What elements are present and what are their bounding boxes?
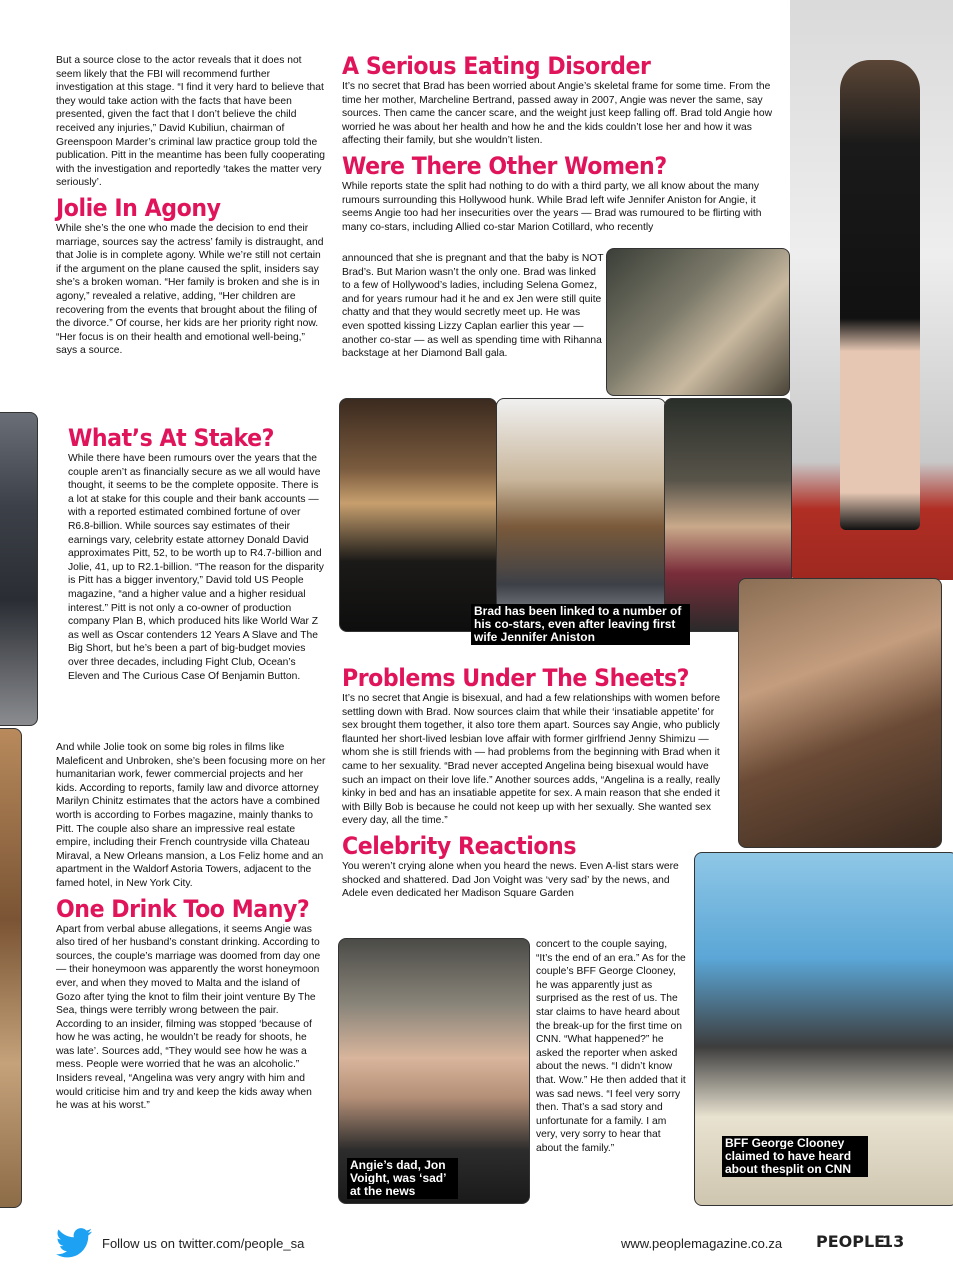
stake-paragraph: While there have been rumours over the years that the couple aren’t as financially secure as we all would have thought, it seems to be the complete opposite. There is a lot at stake for this couple and their bank accounts — with a reported estimated combined fortune of over R6.8-billion. While sources say estimates of their earnings vary, celebrity estate attorney Donald David approximates Pitt, 52, to be worth up to R4.7-billion and Jolie, 41, up to R2.1-billion. “The reason for the disparity is Pitt has a bigger inventory,” David told US People magazine, “and a higher value and a higher residual interest.” Pitt is not only a co-owner of production company Plan B, which produced hits like World War Z as well as Oscar contenders 12 Years A Slave and The Big Short, but he’s been a part of big-budget movies over three decades, including Fight Club, Ocean’s Eleven and The Curious Case Of Benjamin Button.: [68, 453, 324, 682]
column-middle-sheets: [342, 664, 730, 901]
column-middle-women: [342, 252, 604, 361]
heading-jolie-agony: Jolie In Agony: [56, 193, 221, 222]
caption-costars-text: Brad has been linked to a number of his co-stars, even after leaving first wife Jennifer Aniston: [474, 604, 682, 644]
heading-eating-disorder: A Serious Eating Disorder: [342, 52, 651, 80]
footer-page-number: 13: [882, 1232, 905, 1251]
caption-voight-text: Angie’s dad, Jon Voight, was ‘sad’ at the news: [350, 1158, 447, 1198]
column-left-lower: [56, 741, 326, 1113]
heading-other-women: Were There Other Women?: [342, 151, 667, 180]
photo-brad-jennifer: [339, 398, 497, 632]
footer-twitter-link[interactable]: Follow us on twitter.com/people_sa: [102, 1236, 305, 1251]
drink-paragraph: Apart from verbal abuse allegations, it seems Angie was also tired of her husband’s constant drinking. According to sources, the couple’s marriage was doomed from day one — their honeymoon was apparently the worst honeymoon ever, and when they moved to Malta and the island of Gozo after tying the knot to film their joint venture By The Sea, things were terribly wrong between the pair. According to an insider, filming was stopped ‘because of how he was acting, he wouldn’t be ready for shoots, he was late’. Sources add, “They would see how he was a mess. People were worried that he was an alcoholic.” Insiders reveal, “Angelina was very angry with him and would criticise him and try and keep the kids away when he was at his worst.”: [56, 923, 321, 1112]
caption-voight: [347, 1158, 458, 1199]
heading-whats-at-stake: What’s At Stake?: [68, 424, 274, 452]
column-left: [56, 54, 326, 358]
caption-clooney-text: BFF George Clooney claimed to have heard about thesplit on CNN: [725, 1136, 852, 1176]
footer-website[interactable]: www.peoplemagazine.co.za: [621, 1236, 783, 1251]
caption-clooney: [722, 1136, 868, 1177]
twitter-bird-icon[interactable]: [56, 1228, 92, 1258]
left-photo-family: [0, 728, 22, 1208]
photo-brad-kissing: [496, 398, 666, 632]
sheets-paragraph: It’s no secret that Angie is bisexual, and had a few relationships with women before settling down with Brad. Now sources claim that while their ‘insatiable appetite’ for sex brought them together, it also tore them apart. Sources say Angie, who publicly flaunted her short-lived lesbian love affair with former girlfriend Jenny Shimizu — whom she is still friends with — had problems from the beginning with Brad when it came to her sexuality. “Brad never accepted Angelina being bisexual would have such an impact on their love life.” Another sources adds, “Angelina is a really, really kinky in bed and has an insatiable appetite for sex. A main reason that she ended it with Billy Bob is because he could not keep up with her sexually. She wanted sex every day, all the time.”: [342, 693, 721, 827]
photo-angelina-red-carpet: [790, 0, 953, 580]
heading-under-the-sheets: Problems Under The Sheets?: [342, 664, 689, 692]
angelina-figure: [840, 60, 920, 530]
eating-paragraph: It’s no secret that Brad has been worried about Angie’s skeletal frame for some time. From the time her mother, Marcheline Bertrand, passed away in 2007, Angie was never the same, say sources. Then came the cancer scare, and the weight just keep falling off. Brad told Angie how worried he was about her health and how he and the kids couldn’t lose her and how it was affecting their family, but she wouldn’t listen.: [342, 81, 773, 147]
heading-celebrity-reactions: Celebrity Reactions: [342, 831, 577, 860]
column-left-stake: [68, 424, 326, 683]
women-paragraph-1: While reports state the split had nothing to do with a third party, we all know about the many rumours surrounding this Hollywood hunk. While Brad left wife Jennifer Aniston for Angie, it seems Angie too had her insecurities over the years — Brad was rumoured to be flirting with many co-stars, including Allied co-star Marion Cotillard, who recently: [342, 180, 762, 233]
stake-paragraph-2: And while Jolie took on some big roles in films like Maleficent and Unbroken, she’s been focusing more on her humanitarian work, fewer commercial projects and her kids. According to reports, family law and divorce attorney Marilyn Chinitz estimates that the actors have a combined worth is according to Forbes magazine, mainly thanks to Pitt. The couple also share an impressive real estate empire, including their French countryside villa Chateau Miraval, a New Orleans mansion, a Los Feliz home and an apartment in the Waldorf Astoria Towers, adjacent to the famed hotel, in New York City.: [56, 742, 326, 889]
agony-paragraph: While she’s the one who made the decision to end their marriage, sources say the actress’ family is distraught, and that Jolie is in complete agony. While we’re still not certain if the argument on the plane caused the split, insiders say she’s a broken woman. “Her family is broken and she is in agony,” revealed a relative, adding, “Her children are recovering from the events that brought about the filing of the divorce.” Of course, her kids are her priority right now. “Her focus is on their health and emotional well-being,” says a source.: [56, 222, 324, 357]
celeb-paragraph-1: You weren’t crying alone when you heard the news. Even A-list stars were shocked and shattered. Dad Jon Voight was ‘very sad’ by the news, and Adele even dedicated her Madison Square Garden: [342, 860, 679, 900]
celeb-paragraph-2: concert to the couple saying, “It’s the end of an era.” As for the couple’s BFF George Clooney, he was apparently just as surprised as the rest of us. The star claims to have heard about the break-up for the first time on CNN. “What happened?” he asked the reporter when asked about the news. “I didn’t know that. Wow.” He then added that it was sad news. “I feel very sorry then. That’s a sad story and unfortunate for a family. I am very, very sorry to hear that about the family.”: [536, 939, 686, 1154]
caption-costars: [471, 604, 690, 645]
photo-brad-angelina-kiss: [738, 578, 942, 848]
intro-paragraph: But a source close to the actor reveals that it does not seem likely that the FBI will recommend further investigation at this stage. “I find it very hard to believe that they would take action with the facts that have been presented, given the fact that I don’t believe the child received any injuries,” David Kubiliun, chairman of Greenspoon Marder’s criminal law practice group told the publication. Pitt in the meantime has been fully cooperating with the investigation and reportedly ‘takes the matter very seriously’.: [56, 55, 326, 189]
footer-brand: PEOPLE: [816, 1232, 886, 1251]
left-photo-airport: [0, 412, 38, 726]
women-paragraph-2: announced that she is pregnant and that the baby is NOT Brad’s. But Marion wasn’t the only one. Brad was linked to a few of Hollywood’s ladies, including Selena Gomez, and for years rumour had it he and ex Jen were still quite chatty and that they would secretly meet up. He was even spotted kissing Lizzy Caplan earlier this year — another co-star — as well as spending time with Rihanna backstage at her Diamond Ball gala.: [342, 253, 604, 360]
photo-brad-marion-allied: [606, 248, 790, 396]
heading-one-drink: One Drink Too Many?: [56, 894, 310, 923]
column-middle-top: [342, 52, 782, 234]
column-middle-celeb: [536, 938, 686, 1156]
